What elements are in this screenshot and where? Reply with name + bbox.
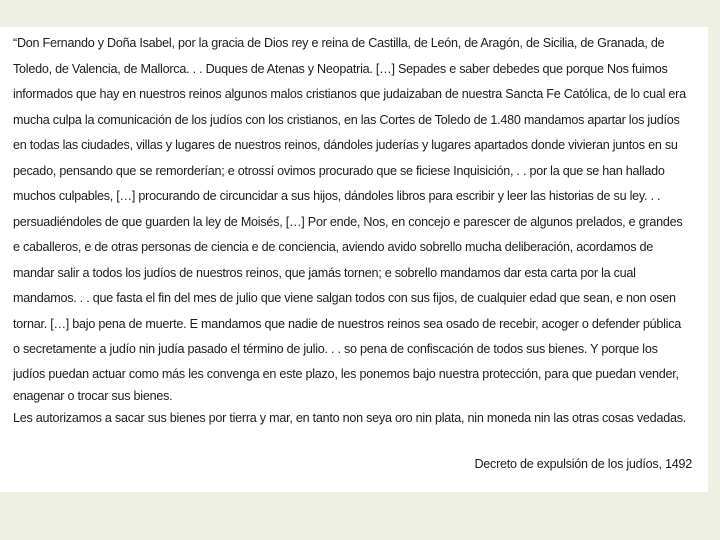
quote-line: pecado, pensando que se remorderían; e otrossí ovimos procurado que se ficiese Inquisición, . . por la que se han hallado [13,163,665,178]
quote-line: enagenar o trocar sus bienes. [13,388,173,403]
quote-line: muchos culpables, […] procurando de circuncidar a sus hijos, dándoles libros para escribir y leer las historias de su ley. . . [13,189,661,203]
quote-line: Les autorizamos a sacar sus bienes por tierra y mar, en tanto non seya oro nin plata, nin moneda nin las otras cosas vedadas. [13,410,686,425]
quote-line: mandamos. . . que fasta el fin del mes de julio que viene salgan todos con sus fijos, de cualquier edad que sean, e non osen [13,291,676,305]
quote-line: e caballeros, e de otras personas de ciencia e de conciencia, aviendo avido sobrello mucha deliberación, acordamos de [13,240,654,254]
quote-line: Toledo, de Valencia, de Mallorca. . . Duques de Atenas y Neopatria. […] Sepades e saber debedes que porque Nos fuimos [13,61,668,76]
quote-line: mandar salir a todos los judíos de nuestros reinos, que jamás tornen; e sobrello mandamos dar esta carta por la cual [13,265,636,280]
quote-line: tornar. […] bajo pena de muerte. E mandamos que nadie de nuestros reinos sea osado de recebir, acoger o defender pública [13,316,681,331]
quote-card [0,27,708,492]
quote-line: informados que hay en nuestros reinos algunos malos cristianos que judaizaban de nuestra Sancta Fe Católica, de lo cual era [13,87,686,101]
quote-line: persuadiéndoles de que guarden la ley de Moisés, […] Por ende, Nos, en concejo e parescer de algunos prelados, e grandes [13,214,683,229]
quote-line: “Don Fernando y Doña Isabel, por la gracia de Dios rey e reina de Castilla, de León, de Aragón, de Sicilia, de Granada, de [13,36,665,50]
source-citation: Decreto de expulsión de los judíos, 1492 [474,457,692,471]
quote-line: judíos puedan actuar como más les convenga en este plazo, les ponemos bajo nuestra protección, para que puedan vender, [13,366,679,381]
quote-text [13,31,703,429]
quote-line: en todas las ciudades, villas y lugares de nuestros reinos, dándoles juderías y lugares apartados donde vivieran juntos en su [13,138,678,152]
quote-line: mucha culpa la comunicación de los judíos con los cristianos, en las Cortes de Toledo de 1.480 mandamos apartar los judíos [13,112,680,127]
quote-line: o secretamente a judío nin judía pasado el término de julio. . . so pena de confiscación de todos sus bienes. Y porque los [13,342,658,356]
